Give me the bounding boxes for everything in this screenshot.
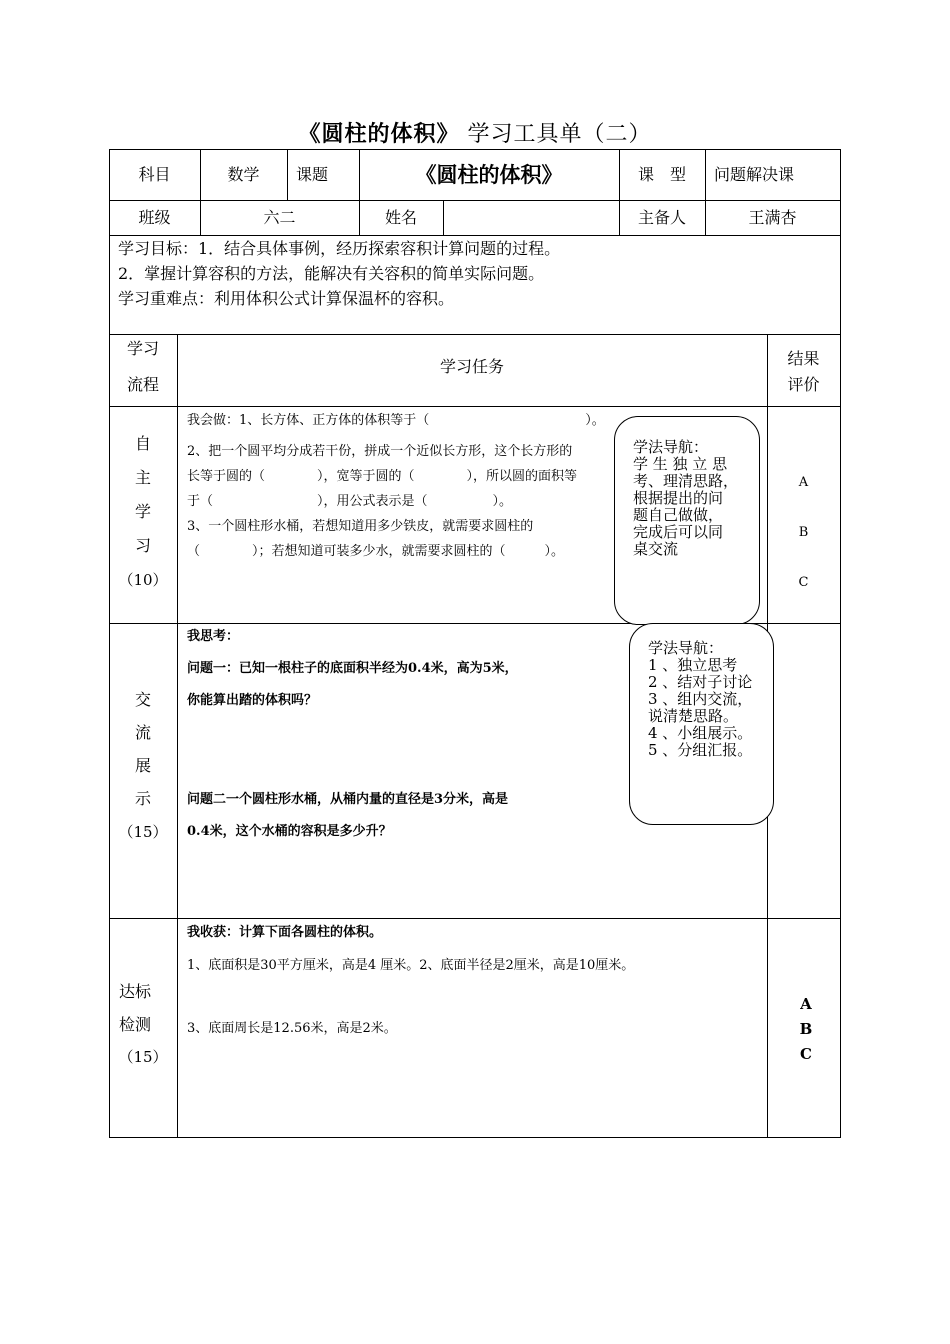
self-study-grade-a: A [798, 475, 809, 490]
topic-value: 《圆柱的体积》 [415, 162, 563, 187]
col-divider [443, 200, 444, 236]
self-study-grade-b: B [798, 525, 809, 540]
title-main: 《圆柱的体积》 [298, 121, 460, 147]
flow-heading-2: 流程 [126, 375, 159, 394]
table-border-right [840, 149, 841, 1138]
class-value: 六二 [263, 208, 296, 227]
table-border-bottom [109, 1137, 841, 1138]
check-line-1: 我收获：计算下面各圆柱的体积。 [187, 925, 383, 940]
page-title [0, 119, 950, 150]
exchange-label: 交 流 展 示 （15） [109, 690, 177, 846]
exchange-line-5: 0.4米，这个水桶的容积是多少升？ [187, 824, 392, 839]
preparer-value: 王满杏 [748, 208, 797, 227]
col-divider [177, 334, 178, 1138]
task-heading: 学习任务 [439, 357, 504, 376]
self-study-line-2: 2、把一个圆平均分成若干份，拼成一个近似长方形，这个长方形的 [187, 444, 573, 459]
check-grade-b: B [799, 1020, 813, 1038]
table-border-top [109, 149, 841, 150]
subject-label: 科目 [138, 165, 171, 184]
self-study-line-1: 我会做：1、长方体、正方体的体积等于（ ）。 [187, 413, 605, 428]
type-value: 问题解决课 [714, 165, 795, 184]
self-study-label: 自 主 学 习 （10） [109, 434, 177, 594]
objective-line-1: 学习目标：1．结合具体事例，经历探索容积计算问题的过程。 [118, 239, 561, 258]
exchange-line-3: 你能算出踏的体积吗？ [187, 693, 318, 708]
check-line-3: 3、底面周长是12.56米，高是2米。 [187, 1021, 397, 1036]
exchange-score: （15） [118, 823, 168, 841]
subject-value: 数学 [227, 165, 260, 184]
eval-heading-2: 评价 [787, 375, 820, 394]
objective-line-2: 2．掌握计算容积的方法，能解决有关容积的简单实际问题。 [118, 264, 545, 283]
self-study-line-4: 于（ ），用公式表示是（ ）。 [187, 494, 513, 509]
eval-heading-1: 结果 [787, 349, 820, 368]
check-score: （15） [118, 1048, 168, 1066]
name-label: 姓名 [385, 208, 418, 227]
row-divider [109, 406, 841, 407]
flow-heading-1: 学习 [126, 339, 159, 358]
check-grade-a: A [800, 995, 812, 1013]
check-label-2: 检测 [118, 1015, 151, 1034]
key-difficulty-line: 学习重难点：利用体积公式计算保温杯的容积。 [118, 289, 455, 308]
topic-label: 课题 [296, 165, 329, 184]
self-study-line-3: 长等于圆的（ ），宽等于圆的（ ），所以圆的面积等 [187, 469, 578, 484]
col-divider [705, 149, 706, 201]
check-label-1: 达标 [118, 982, 151, 1001]
row-divider [109, 334, 841, 335]
check-line-2: 1、底面积是30平方厘米，高是4 厘米。2、底面半径是2厘米，高是10厘米。 [187, 958, 635, 973]
col-divider [287, 149, 288, 201]
row-divider [109, 200, 841, 201]
method-guide-box: 学法导航： 1 、独立思考 2 、结对子讨论 3 、组内交流， 说清楚思路。 4 、小组展示。 5 、分组汇报。 [629, 623, 774, 825]
row-divider [109, 235, 841, 236]
col-divider [359, 200, 360, 236]
title-rest: 学习工具单（二） [459, 122, 652, 147]
self-study-line-5: 3、一个圆柱形水桶，若想知道用多少铁皮，就需要求圆柱的 [187, 519, 534, 534]
exchange-line-1: 我思考： [187, 629, 240, 644]
self-study-line-6: （ ）；若想知道可装多少水，就需要求圆柱的（ ）。 [187, 544, 565, 559]
exchange-line-2: 问题一：已知一根柱子的底面积半经为0.4米，高为5米， [187, 661, 518, 676]
study-guide-box: 学法导航： 学 生 独 立 思 考、理清思路， 根据提出的问 题自己做做， 完成后可以同 桌交流 [614, 416, 760, 625]
check-grade-c: C [800, 1045, 812, 1063]
type-label: 课 型 [637, 165, 686, 184]
self-study-grade-c: C [798, 575, 809, 590]
class-label: 班级 [138, 208, 171, 227]
row-divider [109, 918, 841, 919]
self-study-score: （10） [118, 571, 168, 589]
exchange-line-4: 问题二一个圆柱形水桶，从桶内量的直径是3分米，高是 [187, 792, 509, 807]
preparer-label: 主备人 [637, 208, 686, 227]
